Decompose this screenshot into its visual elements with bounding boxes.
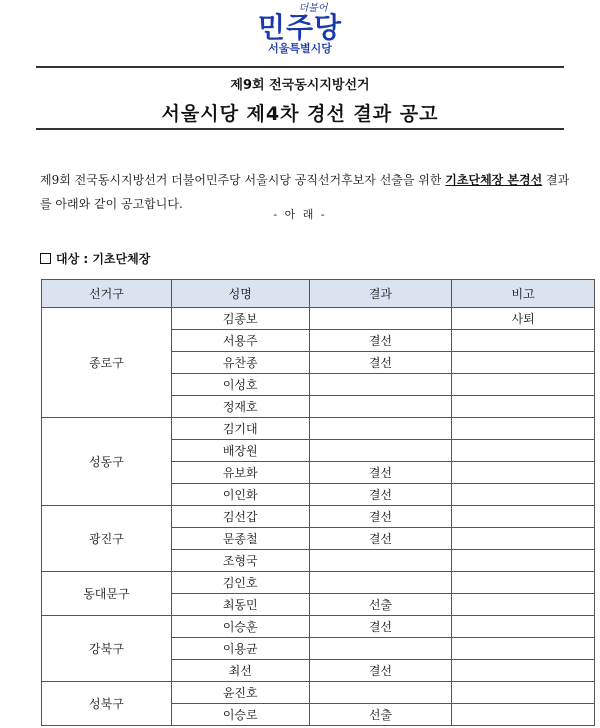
table-row [42, 506, 595, 528]
logo-sub-text: 서울특별시당 [268, 42, 332, 55]
result-cell [309, 418, 452, 440]
result-cell [309, 308, 452, 330]
note-cell [452, 440, 595, 462]
note-cell [452, 704, 595, 726]
name-cell: 이용균 [171, 638, 309, 660]
note-cell [452, 682, 595, 704]
note-cell [452, 484, 595, 506]
result-cell: 결선 [309, 330, 452, 352]
results-table [41, 279, 595, 726]
note-cell [452, 462, 595, 484]
result-cell [309, 550, 452, 572]
table-row [42, 572, 595, 594]
result-cell [309, 374, 452, 396]
note-cell: 사퇴 [452, 308, 595, 330]
name-cell: 김선갑 [171, 506, 309, 528]
district-cell: 성동구 [42, 418, 172, 506]
result-cell: 선출 [309, 594, 452, 616]
result-cell: 선출 [309, 704, 452, 726]
name-cell: 김종보 [171, 308, 309, 330]
logo-main-text: 민주당 [257, 11, 343, 44]
district-cell: 강북구 [42, 616, 172, 682]
note-cell [452, 660, 595, 682]
checkbox-square-icon [40, 253, 51, 264]
note-cell [452, 374, 595, 396]
name-cell: 유보화 [171, 462, 309, 484]
note-cell [452, 352, 595, 374]
note-cell [452, 528, 595, 550]
note-cell [452, 330, 595, 352]
result-cell [309, 396, 452, 418]
table-row [42, 616, 595, 638]
result-cell: 결선 [309, 660, 452, 682]
result-cell: 결선 [309, 506, 452, 528]
result-cell: 결선 [309, 484, 452, 506]
name-cell: 이승훈 [171, 616, 309, 638]
note-cell [452, 506, 595, 528]
name-cell: 서용주 [171, 330, 309, 352]
note-cell [452, 638, 595, 660]
name-cell: 유찬종 [171, 352, 309, 374]
table-row [42, 682, 595, 704]
name-cell: 문종철 [171, 528, 309, 550]
name-cell: 윤진호 [171, 682, 309, 704]
name-cell: 이인화 [171, 484, 309, 506]
table-header-row [42, 280, 595, 308]
district-cell: 성북구 [42, 682, 172, 726]
intro-highlight: 기초단체장 본경선 [445, 173, 543, 187]
party-logo [0, 4, 600, 55]
name-cell: 정재호 [171, 396, 309, 418]
election-name: 제9회 전국동시지방선거 [230, 78, 370, 93]
result-cell: 결선 [309, 528, 452, 550]
result-cell: 결선 [309, 616, 452, 638]
district-cell: 동대문구 [42, 572, 172, 616]
name-cell: 이승로 [171, 704, 309, 726]
result-cell: 결선 [309, 352, 452, 374]
name-cell: 배장원 [171, 440, 309, 462]
notice-heading: - 아 래 - [273, 208, 327, 221]
section-label: 대상 : 기초단체장 [56, 252, 151, 266]
header-name: 성명 [171, 280, 309, 308]
name-cell: 조형국 [171, 550, 309, 572]
header-result: 결과 [309, 280, 452, 308]
name-cell: 이성호 [171, 374, 309, 396]
note-cell [452, 396, 595, 418]
district-cell: 종로구 [42, 308, 172, 418]
header-note: 비고 [452, 280, 595, 308]
note-cell [452, 616, 595, 638]
page-title: 서울시당 제4차 경선 결과 공고 [161, 103, 439, 125]
result-cell [309, 682, 452, 704]
name-cell: 김인호 [171, 572, 309, 594]
result-cell: 결선 [309, 462, 452, 484]
district-cell: 광진구 [42, 506, 172, 572]
header-district: 선거구 [42, 280, 172, 308]
intro-text-1: 제9회 전국동시지방선거 더불어민주당 서울시당 공직선거후보자 선출을 위한 [40, 173, 446, 187]
note-cell [452, 572, 595, 594]
table-row [42, 418, 595, 440]
note-cell [452, 418, 595, 440]
result-cell [309, 572, 452, 594]
name-cell: 최선 [171, 660, 309, 682]
note-cell [452, 550, 595, 572]
logo-small-text: 더불어 [298, 3, 328, 14]
result-cell [309, 440, 452, 462]
title-box [36, 66, 564, 130]
table-body [42, 308, 595, 726]
result-cell [309, 638, 452, 660]
section-heading [40, 250, 150, 267]
name-cell: 김기대 [171, 418, 309, 440]
intro-text-2: 결과를 아래와 같이 공고합니다. [40, 173, 570, 211]
name-cell: 최동민 [171, 594, 309, 616]
table-row [42, 308, 595, 330]
note-cell [452, 594, 595, 616]
